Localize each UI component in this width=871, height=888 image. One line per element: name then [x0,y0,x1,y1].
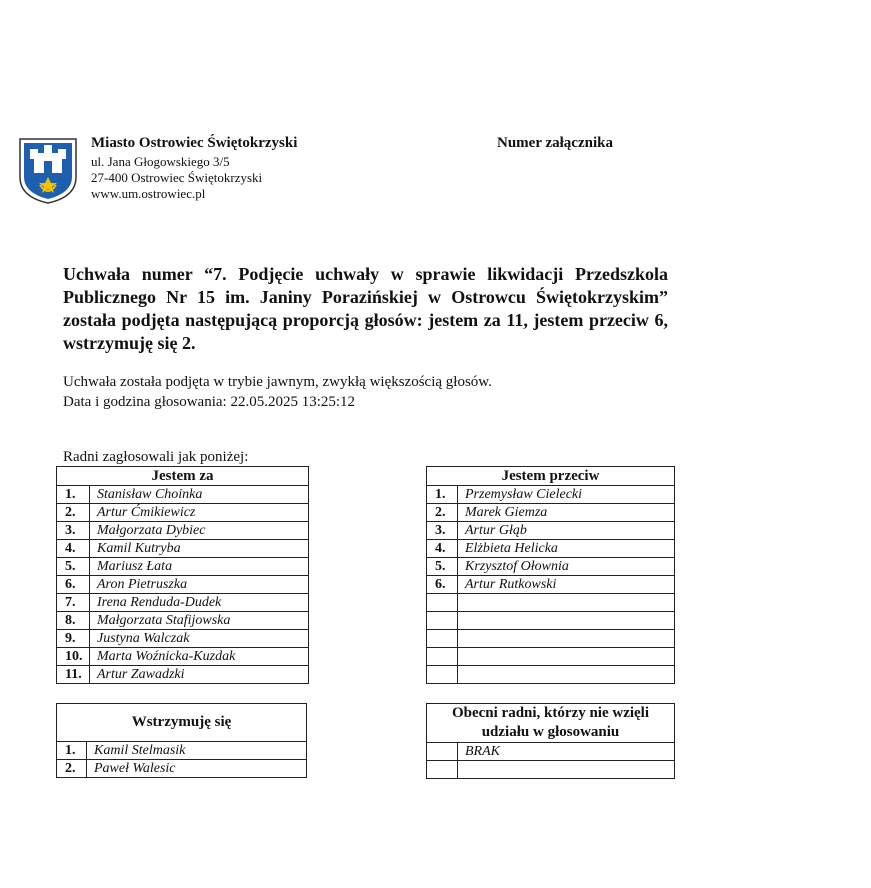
councillor-name: Przemysław Cielecki [458,486,675,504]
councillor-name [458,594,675,612]
councillor-name: Artur Rutkowski [458,576,675,594]
councillor-name: Paweł Walesic [87,760,307,778]
votes-against-title: Jestem przeciw [427,467,675,486]
address-street: ul. Jana Głogowskiego 3/5 [91,154,230,169]
org-name: Miasto Ostrowiec Świętokrzyski [91,135,298,151]
table-row [427,558,675,576]
table-row [57,742,307,760]
table-row [57,558,309,576]
table-row [57,594,309,612]
councillor-name: Elżbieta Helicka [458,540,675,558]
row-number: 11. [57,666,90,684]
address-city: 27-400 Ostrowiec Świętokrzyski [91,170,263,185]
row-number: 3. [427,522,458,540]
councillor-name: Małgorzata Stafijowska [90,612,309,630]
councillor-name: Małgorzata Dybiec [90,522,309,540]
row-number: 2. [427,504,458,522]
row-number: 9. [57,630,90,648]
table-row [427,743,675,761]
row-number: 2. [57,504,90,522]
row-number: 1. [57,486,90,504]
absent-title: Obecni radni, którzy nie wzięli udziału w głosowaniu [427,704,675,743]
row-number: 6. [427,576,458,594]
table-row [427,522,675,540]
councillor-name: Marek Giemza [458,504,675,522]
councillor-name [458,630,675,648]
absent-table [426,703,675,779]
website-link[interactable]: www.um.ostrowiec.pl [91,186,206,201]
councillor-name: Justyna Walczak [90,630,309,648]
row-number: 8. [57,612,90,630]
councillor-name: Mariusz Łata [90,558,309,576]
councillor-name [458,761,675,779]
row-number [427,666,458,684]
councillor-name: BRAK [458,743,675,761]
table-row [57,576,309,594]
table-row [427,504,675,522]
table-row [57,486,309,504]
table-row [57,648,309,666]
table-row [57,540,309,558]
table-row [57,522,309,540]
row-number: 4. [427,540,458,558]
coat-of-arms-icon [18,137,78,205]
voting-datetime: Data i godzina głosowania: 22.05.2025 13:25:12 [63,394,356,410]
table-row [427,630,675,648]
row-number: 6. [57,576,90,594]
voted-label: Radni zagłosowali jak poniżej: [63,449,249,465]
row-number: 5. [57,558,90,576]
voting-mode-text: Uchwała została podjęta w trybie jawnym, zwykłą większością głosów. [63,374,492,390]
table-row [427,576,675,594]
councillor-name [458,612,675,630]
councillor-name: Artur Zawadzki [90,666,309,684]
votes-against-table [426,466,675,684]
table-row [427,594,675,612]
table-row [57,504,309,522]
row-number: 5. [427,558,458,576]
councillor-name: Stanisław Choinka [90,486,309,504]
table-row [427,648,675,666]
table-row [427,612,675,630]
row-number: 1. [57,742,87,760]
row-number [427,612,458,630]
row-number [427,761,458,779]
table-row [427,540,675,558]
councillor-name [458,648,675,666]
table-row [427,761,675,779]
votes-for-title: Jestem za [57,467,309,486]
row-number: 2. [57,760,87,778]
row-number [427,594,458,612]
councillor-name: Krzysztof Ołownia [458,558,675,576]
table-row [427,486,675,504]
table-row [57,666,309,684]
votes-for-table [56,466,309,684]
councillor-name: Marta Woźnicka-Kuzdak [90,648,309,666]
councillor-name: Artur Ćmikiewicz [90,504,309,522]
table-row [427,666,675,684]
row-number: 10. [57,648,90,666]
row-number [427,743,458,761]
table-row [57,760,307,778]
row-number: 7. [57,594,90,612]
abstain-title: Wstrzymuję się [57,704,307,742]
table-row [57,630,309,648]
councillor-name: Kamil Kutryba [90,540,309,558]
table-row [57,612,309,630]
attachment-number-label: Numer załącznika [497,135,613,151]
councillor-name: Irena Renduda-Dudek [90,594,309,612]
councillor-name: Aron Pietruszka [90,576,309,594]
councillor-name [458,666,675,684]
abstain-table [56,703,307,778]
row-number: 4. [57,540,90,558]
row-number: 1. [427,486,458,504]
resolution-heading: Uchwała numer “7. Podjęcie uchwały w sprawie likwidacji Przedszkola Publicznego Nr 15 im. Janiny Porazińskiej w Ostrowcu Świętokrzyskim” została podjęta następującą proporcją głosów: jestem za 11, jestem przeciw 6, wstrzymuję się 2. [63,264,668,353]
row-number [427,630,458,648]
councillor-name: Artur Głąb [458,522,675,540]
councillor-name: Kamil Stelmasik [87,742,307,760]
row-number [427,648,458,666]
row-number: 3. [57,522,90,540]
